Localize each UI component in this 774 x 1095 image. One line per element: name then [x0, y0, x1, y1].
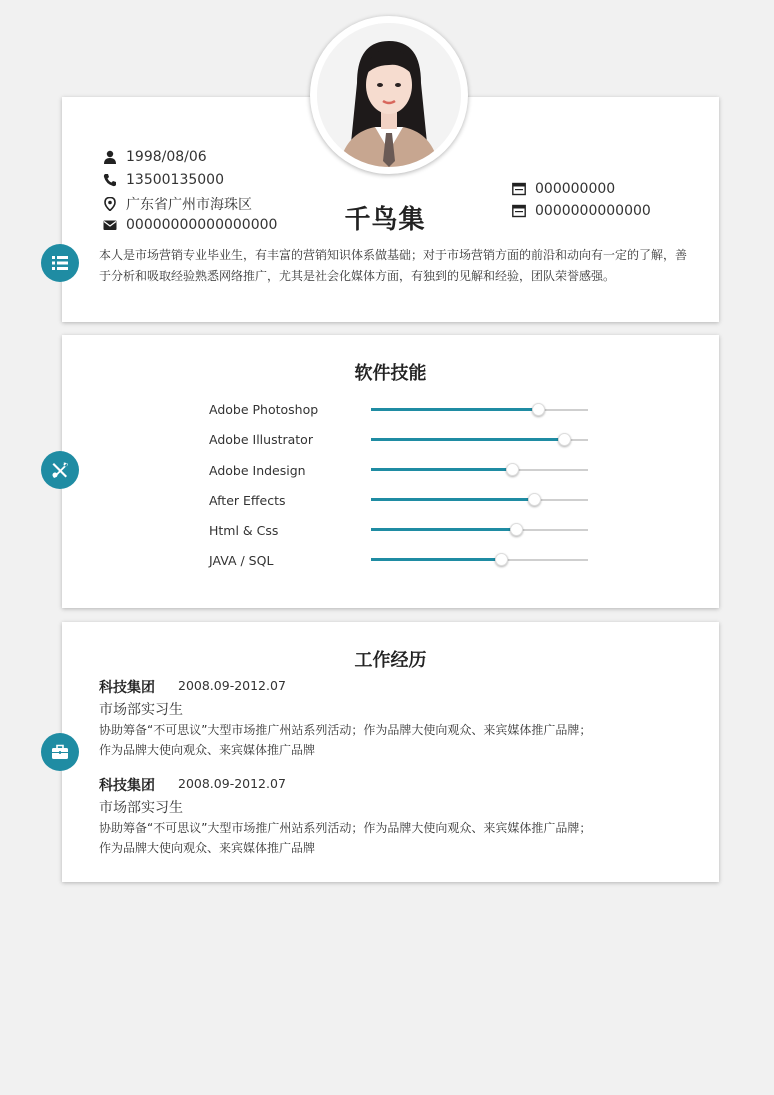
skill-label: JAVA / SQL	[209, 553, 274, 568]
skill-bar-fill	[371, 468, 512, 471]
skill-bar	[371, 559, 588, 561]
job-description-line: 作为品牌大使向观众、来宾媒体推广品牌	[99, 743, 316, 757]
skills-title: 软件技能	[354, 363, 427, 384]
field2-row	[511, 203, 651, 219]
birthdate-row	[102, 149, 207, 165]
email-icon	[102, 217, 118, 233]
job-description-line: 协助筹备“不可思议”大型市场推广州站系列活动；作为品牌大使向观众、来宾媒体推广品牌；	[99, 821, 592, 835]
skill-bar	[371, 409, 588, 411]
skill-bar-fill	[371, 438, 564, 441]
profile-summary: 本人是市场营销专业毕业生，有丰富的营销知识体系做基础；对于市场营销方面的前沿和动向有一定的了解，善于分析和吸取经验熟悉网络推广，尤其是社会化媒体方面，有独到的见解和经验，团队荣誉感强。	[99, 248, 688, 283]
skill-label: After Effects	[209, 493, 286, 508]
browser-window-icon	[511, 203, 527, 219]
skill-bar-knob	[528, 493, 541, 506]
birthdate-text: 1998/08/06	[126, 149, 207, 165]
briefcase-icon	[41, 733, 79, 771]
field1-row	[511, 181, 615, 197]
skill-bar	[371, 499, 588, 501]
location-pin-icon	[102, 196, 118, 212]
email-row	[102, 217, 277, 233]
skill-bar-knob	[532, 403, 545, 416]
job-date: 2008.09-2012.07	[178, 678, 286, 693]
location-row	[102, 194, 252, 214]
candidate-name: 千鸟集	[344, 205, 426, 235]
list-icon	[41, 244, 79, 282]
skill-bar	[371, 529, 588, 531]
job-company: 科技集团	[99, 778, 155, 794]
skill-label: Html & Css	[209, 523, 279, 538]
job-role: 市场部实习生	[99, 800, 183, 816]
skill-bar-knob	[506, 463, 519, 476]
work-title: 工作经历	[354, 650, 427, 671]
field2-text: 0000000000000	[535, 203, 651, 219]
job-role: 市场部实习生	[99, 702, 183, 718]
field1-text: 000000000	[535, 181, 616, 197]
skill-bar-fill	[371, 528, 516, 531]
skill-label: Adobe Photoshop	[209, 402, 319, 417]
skill-label: Adobe Illustrator	[209, 432, 313, 447]
skill-bar	[371, 439, 588, 441]
user-icon	[102, 149, 118, 165]
skill-bar-fill	[371, 408, 538, 411]
phone-text: 13500135000	[126, 172, 224, 188]
location-text: 广东省广州市海珠区	[126, 197, 252, 213]
phone-icon	[102, 172, 118, 188]
job-date: 2008.09-2012.07	[178, 776, 286, 791]
skill-label: Adobe Indesign	[209, 463, 306, 478]
job-description-line: 协助筹备“不可思议”大型市场推广州站系列活动；作为品牌大使向观众、来宾媒体推广品牌；	[99, 723, 592, 737]
avatar	[310, 16, 468, 174]
skill-bar-fill	[371, 558, 501, 561]
job-description-line: 作为品牌大使向观众、来宾媒体推广品牌	[99, 841, 316, 855]
phone-row	[102, 172, 224, 188]
portrait-icon	[317, 23, 461, 167]
email-text: 00000000000000000	[126, 217, 278, 233]
tools-icon	[41, 451, 79, 489]
skill-bar-fill	[371, 498, 534, 501]
skill-bar	[371, 469, 588, 471]
avatar-photo	[317, 23, 461, 167]
job-company: 科技集团	[99, 680, 155, 696]
browser-window-icon	[511, 181, 527, 197]
